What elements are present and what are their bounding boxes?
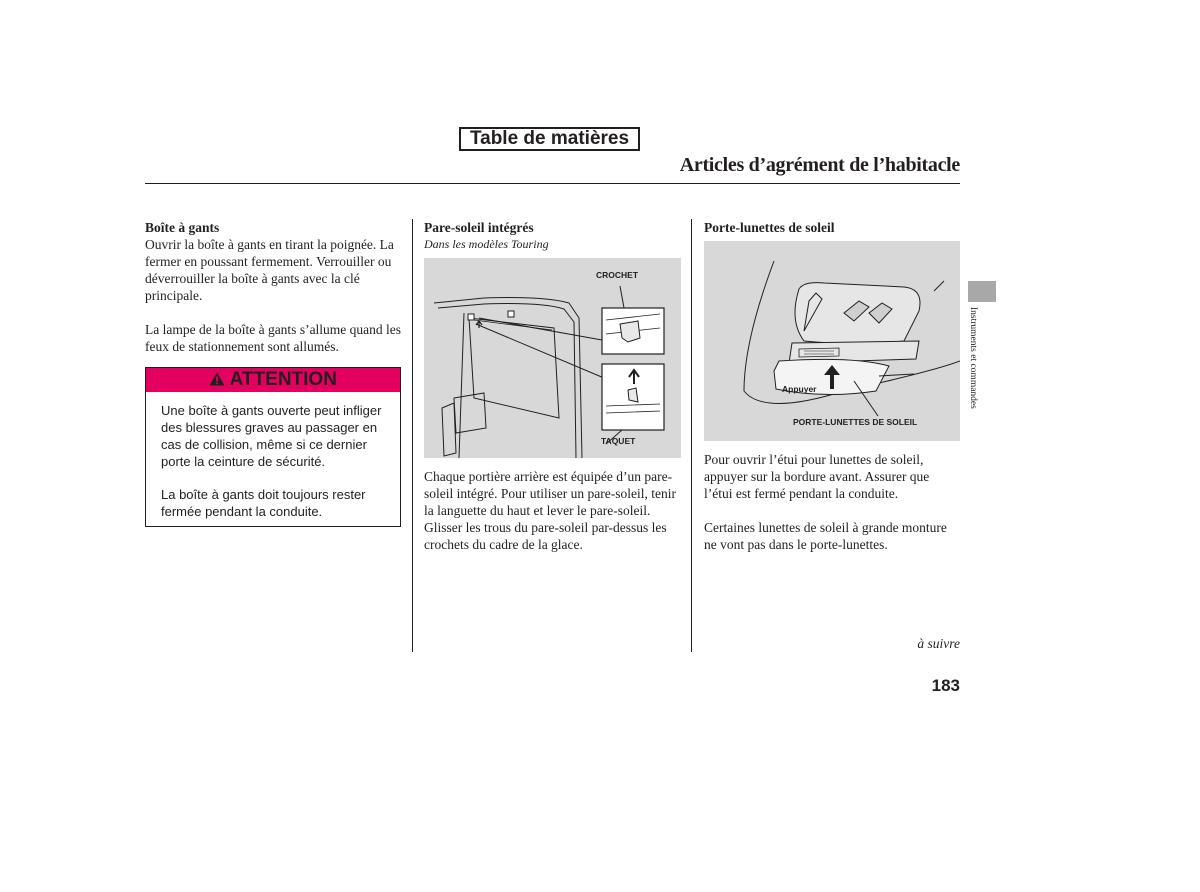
continued-note: à suivre — [917, 636, 960, 651]
attention-box — [145, 367, 401, 527]
column-divider — [412, 219, 413, 652]
column-divider — [691, 219, 692, 652]
warning-triangle-icon — [209, 369, 230, 390]
glove-box-heading: Boîte à gants — [145, 220, 220, 235]
glove-box-lamp-text: La lampe de la boîte à gants s’allume quand les feux de stationnement sont allumés. — [145, 322, 402, 354]
sunshade-subheading: Dans les modèles Touring — [424, 237, 549, 251]
sunshade-text: Chaque portière arrière est équipée d’un pare-soleil intégré. Pour utiliser un pare-soleil, tenir la languette du haut et lever le pare-soleil. Glisser les trous du pare-soleil par-dessus les crochets du cadre de la glace. — [424, 469, 676, 552]
chapter-label: Instruments et commandes — [968, 307, 978, 409]
sunshade-illustration — [424, 258, 681, 458]
glove-box-text: Ouvrir la boîte à gants en tirant la poignée. La fermer en poussant fermement. Verrouiller ou déverrouiller la boîte à gants avec la clé principale. — [145, 237, 394, 303]
sunglasses-holder-label: PORTE-LUNETTES DE SOLEIL — [793, 417, 918, 427]
hook-label: CROCHET — [596, 270, 639, 280]
sunglasses-holder-illustration — [704, 241, 960, 441]
attention-text: Une boîte à gants ouverte peut infliger des blessures graves au passager en cas de collision, même si ce dernier porte la ceinture de sécurité. — [161, 403, 382, 469]
section-title: Articles d’agrément de l’habitacle — [679, 154, 960, 176]
attention-header — [146, 368, 400, 392]
sunshade-heading: Pare-soleil intégrés — [424, 220, 534, 235]
glove-box-section — [145, 219, 407, 355]
chapter-tab — [968, 281, 996, 302]
sunglasses-text: Pour ouvrir l’étui pour lunettes de soleil, appuyer sur la bordure avant. Assurer que l’étui est fermé pendant la conduite. — [704, 452, 930, 501]
sunshade-figure — [424, 258, 681, 458]
header-rule — [145, 183, 960, 184]
sunglasses-note: Certaines lunettes de soleil à grande monture ne vont pas dans le porte-lunettes. — [704, 520, 947, 552]
attention-title: ATTENTION — [229, 369, 337, 390]
page-number: 183 — [931, 676, 960, 695]
sunshade-section — [424, 219, 686, 253]
sunshade-text-block — [424, 468, 686, 553]
sunglasses-section — [704, 219, 960, 236]
press-label: Appuyer — [782, 384, 817, 394]
sunglasses-text-block — [704, 451, 960, 553]
sunglasses-heading: Porte-lunettes de soleil — [704, 220, 835, 235]
sunglasses-figure — [704, 241, 960, 441]
table-of-contents-button[interactable]: Table de matières — [459, 127, 640, 151]
attention-text: La boîte à gants doit toujours rester fermée pendant la conduite. — [161, 487, 366, 519]
tab-label: TAQUET — [601, 436, 636, 446]
